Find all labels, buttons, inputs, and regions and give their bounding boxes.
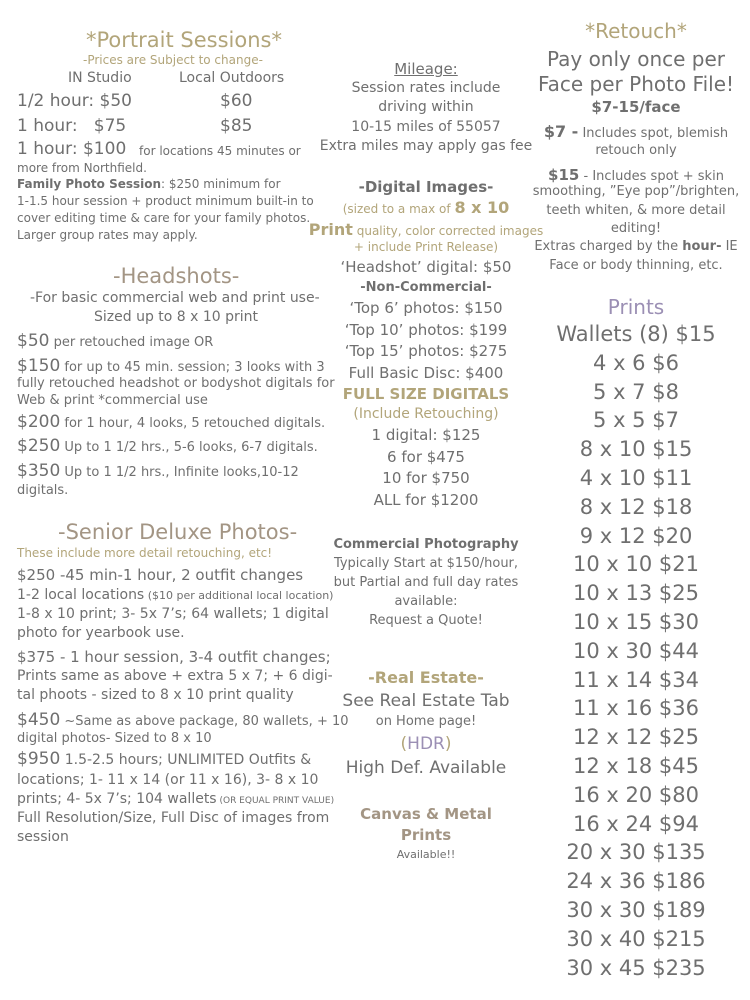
headshot-text: Up to 1 1/2 hrs., Infinite looks,10-12 <box>60 465 299 480</box>
middle-column <box>306 0 546 1000</box>
prints-title: Prints <box>607 295 665 319</box>
col-in-studio: IN Studio <box>68 70 132 86</box>
senior-375-line: Prints same as above + extra 5 x 7; + 6 digi- <box>17 668 333 684</box>
portrait-title: *Portrait Sessions* <box>86 28 282 52</box>
headshot-price: $50 <box>17 331 50 351</box>
retouch-line: Pay only once per <box>546 47 726 71</box>
retouch-15-text: teeth whiten, & more detail <box>546 203 726 218</box>
digital-title: -Digital Images- <box>358 178 494 196</box>
print-item: 5 x 7 $8 <box>593 380 679 404</box>
digital-print-word: Print <box>308 220 353 239</box>
headshot-text: for 1 hour, 4 looks, 5 retouched digitals. <box>60 416 326 431</box>
senior-950-price: $950 <box>17 749 61 769</box>
mileage-line: Extra miles may apply gas fee <box>319 138 533 154</box>
commercial-line: but Partial and full day rates <box>333 575 519 590</box>
retouch-15-text: - Includes spot + skin <box>579 169 724 184</box>
headshots-title: -Headshots- <box>113 264 240 288</box>
headshot-item <box>17 412 325 432</box>
full-size-title: FULL SIZE DIGITALS <box>342 385 510 403</box>
headshot-text: fully retouched headshot or bodyshot digitals for <box>17 376 335 391</box>
print-item: 10 x 13 $25 <box>573 581 699 605</box>
realestate-line: on Home page! <box>375 714 477 729</box>
digital-item: ‘Top 15’ photos: $275 <box>344 342 508 360</box>
canvas-sub: Available!! <box>396 848 456 861</box>
digital-item: ‘Top 10’ photos: $199 <box>344 321 508 339</box>
headshots-sub: Sized up to 8 x 10 print <box>94 309 259 325</box>
right-column <box>522 0 750 1000</box>
retouch-7-price: $7 - <box>543 122 579 141</box>
full-size-sub: (Include Retouching) <box>353 406 499 422</box>
print-item: 4 x 10 $11 <box>579 466 693 490</box>
retouch-title: *Retouch* <box>585 19 687 43</box>
digital-sized <box>306 198 546 217</box>
headshot-text: per retouched image OR <box>49 335 214 350</box>
mileage-line: Session rates include <box>351 80 501 96</box>
retouch-extras-hour: hour- <box>682 239 722 254</box>
headshots-sub: -For basic commercial web and print use- <box>30 290 320 306</box>
print-item: 16 x 20 $80 <box>573 783 699 807</box>
headshot-price: $150 <box>17 356 61 376</box>
print-item: 30 x 45 $235 <box>566 956 706 980</box>
senior-450-text: ~Same as above package, 80 wallets, + 10 <box>60 714 349 729</box>
hdr-paren: ) <box>444 734 452 754</box>
headshot-item <box>17 356 325 376</box>
full-size-item: 10 for $750 <box>382 469 470 487</box>
family-text: Larger group rates may apply. <box>17 228 198 242</box>
retouch-extras-text: IE <box>721 239 738 254</box>
senior-950-small: (OR EQUAL PRINT VALUE) <box>216 796 335 806</box>
senior-950-text: Full Resolution/Size, Full Disc of images from <box>17 810 330 826</box>
print-item: 10 x 10 $21 <box>573 552 699 576</box>
headshot-price: $350 <box>17 461 61 481</box>
mileage-line: 10-15 miles of 55057 <box>351 119 501 135</box>
senior-250-line: 1-8 x 10 print; 3- 5x 7’s; 64 wallets; 1 digital <box>17 606 329 622</box>
realestate-title: -Real Estate- <box>368 668 484 687</box>
print-item: 5 x 5 $7 <box>593 408 679 432</box>
digital-headshot: ‘Headshot’ digital: $50 <box>340 258 512 276</box>
headshot-text: Up to 1 1/2 hrs., 5-6 looks, 6-7 digitals. <box>60 440 318 455</box>
portrait-row3-note: more from Northfield. <box>17 161 147 175</box>
print-item: 11 x 16 $36 <box>573 696 699 720</box>
print-item: 12 x 12 $25 <box>573 725 699 749</box>
retouch-7-text: retouch only <box>595 143 677 158</box>
realestate-line: See Real Estate Tab <box>342 691 510 711</box>
digital-quality <box>306 220 546 239</box>
print-item: 9 x 12 $20 <box>579 524 693 548</box>
digital-sized-text: (sized to a max of <box>342 202 455 216</box>
digital-item: ‘Top 6’ photos: $150 <box>349 299 503 317</box>
senior-950-text: session <box>17 829 69 845</box>
senior-950-line <box>17 791 334 807</box>
retouch-extras-text: Extras charged by the <box>534 239 683 254</box>
commercial-title: Commercial Photography <box>333 537 519 552</box>
senior-250-line: photo for yearbook use. <box>17 625 185 641</box>
retouch-7 <box>522 122 750 141</box>
senior-450-text: digital photos- Sized to 8 x 10 <box>17 731 212 746</box>
digital-sized-size: 8 x 10 <box>454 198 510 217</box>
canvas-title: Prints <box>400 826 452 844</box>
realestate-hdr <box>306 734 546 754</box>
mileage-title: Mileage: <box>394 60 458 78</box>
portrait-row-outdoor: $60 <box>220 91 253 111</box>
print-item: 4 x 6 $6 <box>593 351 679 375</box>
retouch-line: Face per Photo File! <box>537 72 735 96</box>
portrait-subtitle: -Prices are Subject to change- <box>83 53 263 67</box>
full-size-item: 6 for $475 <box>387 448 465 466</box>
digital-quality-text: quality, color corrected images <box>352 224 544 238</box>
full-size-item: 1 digital: $125 <box>371 426 481 444</box>
retouch-range: $7-15/face <box>591 98 681 116</box>
print-item: 10 x 30 $44 <box>573 639 699 663</box>
canvas-title: Canvas & Metal <box>360 805 492 823</box>
print-item: 12 x 18 $45 <box>573 754 699 778</box>
portrait-row-outdoor: $85 <box>220 116 253 136</box>
headshot-text: for up to 45 min. session; 3 looks with 3 <box>60 360 325 375</box>
print-item: 30 x 40 $215 <box>566 927 706 951</box>
headshot-price: $200 <box>17 412 61 432</box>
retouch-15-text: editing! <box>610 221 662 236</box>
senior-subtitle: These include more detail retouching, etc! <box>17 546 273 560</box>
retouch-7-text: Includes spot, blemish <box>578 126 729 141</box>
print-item: 16 x 24 $94 <box>573 812 699 836</box>
retouch-15-price: $15 <box>548 166 580 184</box>
headshot-item <box>17 436 318 456</box>
retouch-extras <box>522 239 750 254</box>
print-item: 24 x 36 $186 <box>566 869 706 893</box>
family-text: : $250 minimum for <box>161 177 281 191</box>
headshot-item <box>17 331 213 351</box>
senior-375-line: $375 - 1 hour session, 3-4 outfit changes; <box>17 648 331 666</box>
senior-950-text: prints; 4- 5x 7’s; 104 wallets <box>17 791 217 807</box>
print-item: 10 x 15 $30 <box>573 610 699 634</box>
retouch-extras-text: Face or body thinning, etc. <box>549 258 723 273</box>
commercial-line: Typically Start at $150/hour, <box>333 556 519 571</box>
hdr-text: HDR <box>407 734 445 754</box>
senior-950-text: locations; 1- 11 x 14 (or 11 x 16), 3- 8 x 10 <box>17 772 319 788</box>
print-item: 30 x 30 $189 <box>566 898 706 922</box>
family-label: Family Photo Session <box>17 177 162 191</box>
senior-450-line <box>17 710 349 730</box>
family-text: cover editing time & care for your family photos. <box>17 211 311 225</box>
print-item: Wallets (8) $15 <box>556 322 716 346</box>
senior-375-line: tal phoots - sized to 8 x 10 print quality <box>17 687 294 703</box>
commercial-line: available: <box>394 594 458 609</box>
portrait-row-label: 1 hour: $75 <box>17 116 127 136</box>
mileage-line: driving within <box>378 99 474 115</box>
headshot-text: digitals. <box>17 483 69 498</box>
digital-release: + include Print Release) <box>353 240 499 254</box>
digital-item: Full Basic Disc: $400 <box>348 364 504 382</box>
retouch-15 <box>522 165 750 184</box>
portrait-row-label: 1/2 hour: $50 <box>17 91 132 111</box>
headshot-item <box>17 461 299 481</box>
headshot-price: $250 <box>17 436 61 456</box>
portrait-row3-price: 1 hour: $100 <box>17 139 127 159</box>
family-session <box>17 177 281 191</box>
senior-250-text: 1-2 local locations <box>17 587 145 603</box>
family-text: 1-1.5 hour session + product minimum built-in to <box>17 194 314 208</box>
digital-noncom: -Non-Commercial- <box>360 280 492 295</box>
retouch-15-text: smoothing, ”Eye pop”/brighten, <box>532 184 740 199</box>
headshot-text: Web & print *commercial use <box>17 393 208 408</box>
full-size-item: ALL for $1200 <box>373 491 479 509</box>
senior-450-price: $450 <box>17 710 61 730</box>
print-item: 11 x 14 $34 <box>573 668 699 692</box>
print-item: 8 x 10 $15 <box>579 437 693 461</box>
col-local-outdoors: Local Outdoors <box>179 70 285 86</box>
print-item: 8 x 12 $18 <box>579 495 693 519</box>
hdr-paren: ( <box>400 734 408 754</box>
senior-title: -Senior Deluxe Photos- <box>58 520 298 544</box>
senior-250-line <box>17 587 333 603</box>
realestate-line: High Def. Available <box>345 758 507 778</box>
senior-950-text: 1.5-2.5 hours; UNLIMITED Outfits & <box>60 752 312 768</box>
print-item: 20 x 30 $135 <box>566 840 706 864</box>
senior-950-line <box>17 749 311 769</box>
senior-250-line: $250 -45 min-1 hour, 2 outfit changes <box>17 566 304 584</box>
senior-250-small: ($10 per additional local location) <box>144 589 334 602</box>
portrait-row3-note: for locations 45 minutes or <box>139 144 301 158</box>
commercial-line: Request a Quote! <box>369 613 483 628</box>
